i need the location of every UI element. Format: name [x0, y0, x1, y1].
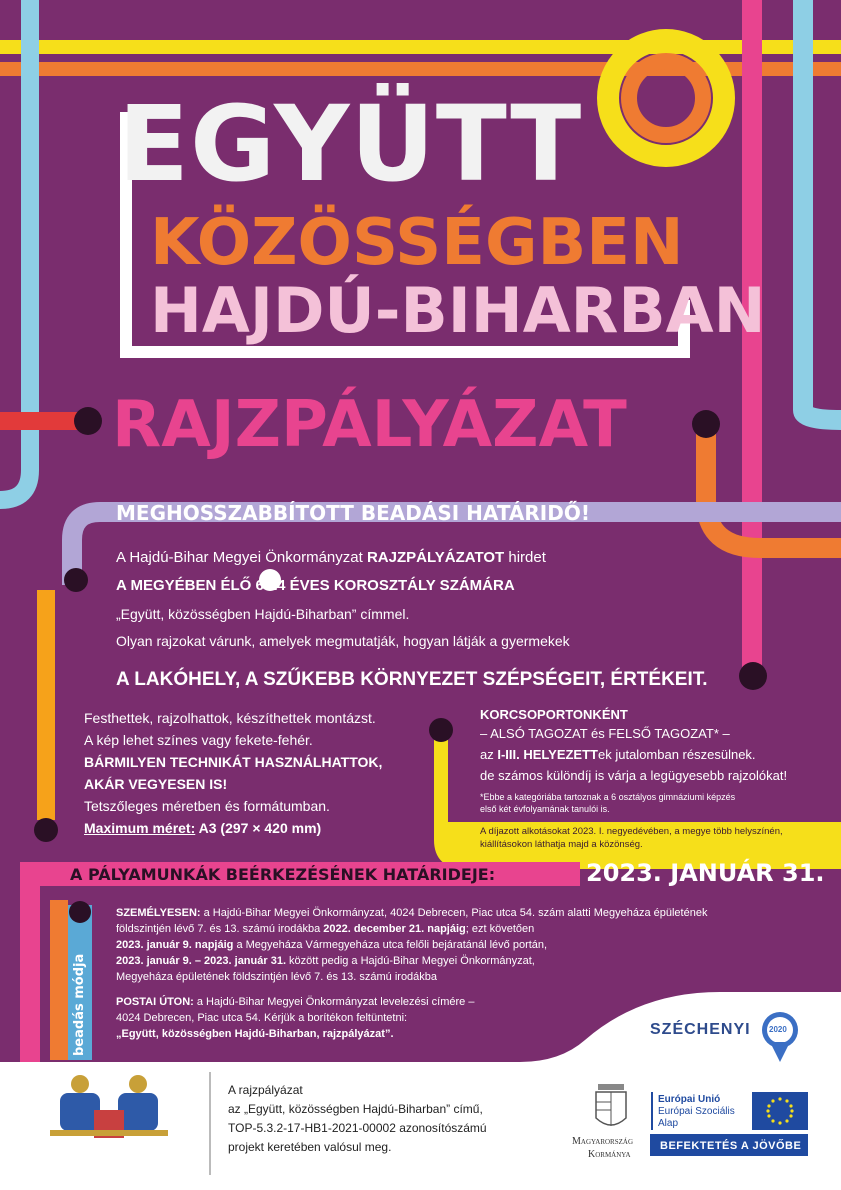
- postal-line-3: „Együtt, közösségben Hajdú-Biharban, rajzpályázat”.: [116, 1028, 394, 1040]
- footer-line-3: TOP-5.3.2-17-HB1-2021-00002 azonosítószámú: [228, 1121, 487, 1135]
- red-bar-dot: [74, 407, 102, 435]
- orange-line-dot: [692, 410, 720, 438]
- deadline-date: 2023. JANUÁR 31.: [586, 859, 825, 887]
- intro-line-2: A MEGYÉBEN ÉLŐ 6-14 ÉVES KOROSZTÁLY SZÁMÁRA: [116, 577, 515, 594]
- extended-deadline-banner: MEGHOSSZABBÍTOTT BEADÁSI HATÁRIDŐ!: [116, 501, 590, 525]
- title-line-egyutt: EGYÜTT: [118, 83, 583, 205]
- technique-line-1: Festhettek, rajzolhattok, készíthettek montázst.: [84, 710, 376, 726]
- technique-line-3: BÁRMILYEN TECHNIKÁT HASZNÁLHATTOK,: [84, 754, 383, 770]
- footer-line-4: projekt keretében valósul meg.: [228, 1140, 392, 1154]
- eu-label-3: Alap: [658, 1118, 679, 1129]
- prize-line-2: – ALSÓ TAGOZAT és FELSŐ TAGOZAT* –: [480, 726, 730, 741]
- intro-line-3: „Együtt, közösségben Hajdú-Biharban” címmel.: [116, 606, 410, 622]
- personal-line-5: Megyeháza épületének földszintjén lévő 7. és 13. számú irodákba: [116, 971, 438, 983]
- deadline-pink-vertical: [20, 862, 40, 1062]
- title-line-kozossegben: KÖZÖSSÉGBEN: [150, 206, 684, 280]
- szechenyi-label: SZÉCHENYI: [650, 1021, 751, 1038]
- szechenyi-year: 2020: [769, 1025, 787, 1034]
- footer-line-2: az „Együtt, közösségben Hajdú-Biharban” című,: [228, 1102, 483, 1116]
- right-orange-line: [706, 424, 841, 548]
- submission-side-label: beadás módja: [72, 953, 87, 1056]
- technique-line-5: Tetszőleges méretben és formátumban.: [84, 798, 330, 814]
- deadline-label: A PÁLYAMUNKÁK BEÉRKEZÉSÉNEK HATÁRIDEJE:: [70, 865, 496, 884]
- technique-line-4: AKÁR VEGYESEN IS!: [84, 776, 228, 792]
- intro-line-4: Olyan rajzokat várunk, amelyek megmutatják, hogyan látják a gyermekek: [116, 633, 570, 649]
- max-size-line: Maximum méret: A3 (297 × 420 mm): [84, 820, 322, 836]
- yellow-frame-dot: [429, 718, 453, 742]
- title-line-hajdu-biharban: HAJDÚ-BIHARBAN: [150, 274, 766, 347]
- personal-line-1: SZEMÉLYESEN: a Hajdú-Bihar Megyei Önkormányzat, 4024 Debrecen, Piac utca 54. szám alatti Megyeháza épületének: [116, 907, 708, 919]
- intro-line-1: A Hajdú-Bihar Megyei Önkormányzat RAJZPÁLYÁZATOT hirdet: [116, 549, 546, 566]
- prize-line-4: de számos különdíj is várja a legügyesebb rajzolókat!: [480, 768, 788, 783]
- postal-line-2: 4024 Debrecen, Piac utca 54. Kérjük a borítékon feltüntetni:: [116, 1012, 408, 1024]
- prize-line-3: az I-III. HELYEZETTek jutalomban részesülnek.: [480, 747, 756, 762]
- eu-flag: [752, 1092, 808, 1130]
- prize-line-1: KORCSOPORTONKÉNT: [480, 707, 628, 722]
- personal-line-2: földszintjén lévő 7. és 13. számú irodákba 2022. december 21. napjáig; ezt követően: [116, 923, 535, 935]
- exhibition-line-2: kiállításokon láthatja majd a közönség.: [480, 839, 643, 850]
- footer-line-1: A rajzpályázat: [228, 1083, 303, 1097]
- exhibition-line-1: A díjazott alkotásokat 2023. I. negyedévében, a megye több helyszínén,: [480, 826, 783, 837]
- footnote-line-2: első két évfolyamának tanulói is.: [480, 804, 610, 814]
- government-label-1: Magyarország: [572, 1136, 634, 1147]
- technique-line-2: A kép lehet színes vagy fekete-fehér.: [84, 732, 313, 748]
- footnote-line-1: *Ebbe a kategóriába tartoznak a 6 osztályos gimnáziumi képzés: [480, 792, 736, 802]
- postal-line-1: POSTAI ÚTON: a Hajdú-Bihar Megyei Önkormányzat levelezési címére –: [116, 996, 475, 1008]
- eu-label-2: Európai Szociális: [658, 1106, 735, 1117]
- eu-banner-label: BEFEKTETÉS A JÖVŐBE: [660, 1140, 802, 1152]
- government-label-2: Kormánya: [588, 1149, 631, 1160]
- personal-line-3: 2023. január 9. napjáig a Megyeháza Vármegyeháza utca felőli bejáratánál lévő portán,: [116, 939, 548, 951]
- personal-line-4: 2023. január 9. – 2023. január 31. között pedig a Hajdú-Bihar Megyei Önkormányzat,: [116, 955, 535, 967]
- title-rajzpalyazat: RAJZPÁLYÁZAT: [112, 388, 627, 462]
- lavender-line-dot: [64, 568, 88, 592]
- bottom-orange-vertical: [50, 900, 68, 1060]
- pink-line-dot: [739, 662, 767, 690]
- eu-label-1: Európai Unió: [658, 1094, 721, 1105]
- intro-line-5: A LAKÓHELY, A SZŰKEBB KÖRNYEZET SZÉPSÉGEIT, ÉRTÉKEIT.: [116, 669, 708, 690]
